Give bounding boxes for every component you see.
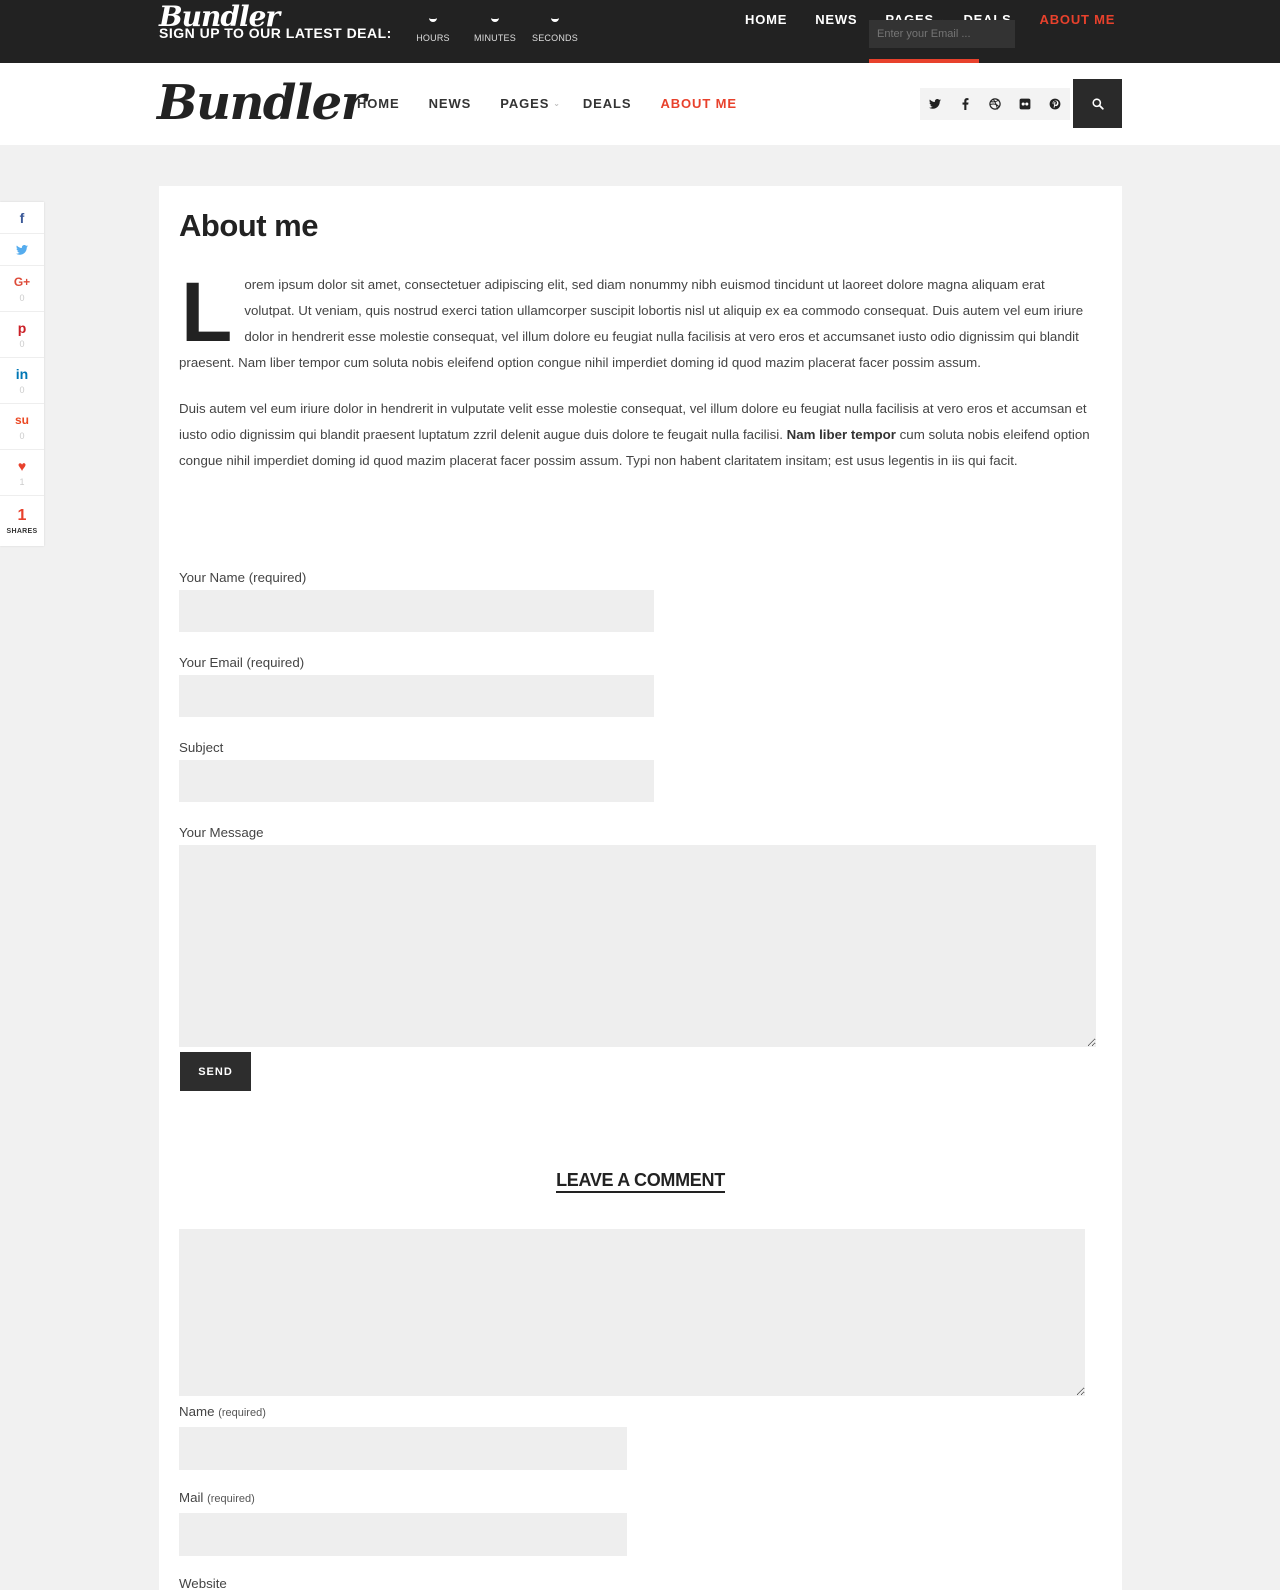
comment-section-title	[159, 1170, 1122, 1191]
facebook-icon: f	[19, 209, 25, 226]
intro-text: orem ipsum dolor sit amet, consectetuer adipiscing elit, sed diam nonummy nibh euismod tincidunt ut laoreet dolore magna aliquam erat volutpat. Ut veniam, quis nostrud exerci tation ullamcorper suscipit lobortis nisl ut aliquip ex ea commodo consequat. Duis autem vel eum iriure dolor in hendrerit esse molestie consequat, vel illum dolore eu feugiat nulla facilisis at vero eros et accumsanet iusto odio dignissim qui blandit praesent. Nam liber tempor cum soluta nobis eleifend option congue nihil imperdiet doming id quod mazim placerat facer possim assum.	[179, 277, 1084, 370]
countdown-value	[551, 18, 559, 22]
required-note: (required)	[218, 1407, 266, 1419]
subject-field-label: Subject	[179, 740, 224, 755]
search-button[interactable]	[1073, 79, 1122, 128]
twitter-icon[interactable]	[920, 88, 950, 120]
message-field[interactable]	[179, 845, 1096, 1047]
comment-field[interactable]	[179, 1229, 1085, 1396]
name-field-label: Your Name (required)	[179, 570, 307, 585]
site-header	[0, 63, 1280, 145]
dribbble-icon[interactable]	[980, 88, 1010, 120]
para-text: cum soluta nobis eleifend option congue nihil imperdiet doming id quod mazim placerat facer possim assum. Typi non habent claritatem insitam; est usus legentis in iis qui facit.	[179, 427, 1090, 468]
countdown-seconds	[525, 18, 585, 48]
heart-icon: ♥	[17, 457, 27, 474]
para-text: Duis autem vel eum iriure dolor in hendrerit in vulputate velit esse molestie consequat, vel illum dolore eu feugiat nulla facilisis at vero eros et accumsan et iusto odio dignissim qui blandit praesent luptatum zzril delenit augue duis dolore te feugait nulla facilisi.	[179, 401, 1087, 442]
comment-name-field[interactable]	[179, 1427, 627, 1470]
share-count: 1	[19, 476, 25, 487]
chevron-down-icon: ⌄	[553, 99, 561, 108]
top-bar-logo[interactable]: Bundler	[159, 0, 280, 33]
countdown-label: SECONDS	[532, 33, 578, 43]
comment-title-text: LEAVE A COMMENT	[556, 1170, 725, 1193]
countdown-minutes	[465, 18, 525, 48]
message-field-label: Your Message	[179, 825, 264, 840]
subject-field[interactable]	[179, 760, 654, 802]
floating-share-bar	[0, 202, 44, 546]
main-nav	[357, 96, 766, 111]
share-count: 0	[19, 384, 25, 395]
share-total-label: SHARES	[6, 528, 38, 535]
nav-deals[interactable]: DEALS	[582, 96, 632, 111]
sticky-top-bar	[0, 0, 1280, 63]
drop-cap: L	[181, 265, 233, 359]
countdown-label: MINUTES	[474, 33, 516, 43]
stumbleupon-icon: su	[14, 412, 29, 427]
page-title: About me	[179, 208, 318, 243]
comment-mail-field[interactable]	[179, 1513, 627, 1556]
pinterest-icon: p	[17, 319, 27, 336]
page-content	[159, 186, 1122, 1590]
share-count: 0	[19, 292, 25, 303]
pinterest-icon[interactable]	[1040, 88, 1070, 120]
email-field-label: Your Email (required)	[179, 655, 305, 670]
site-logo[interactable]: Bundler	[157, 75, 365, 131]
countdown-hours	[403, 18, 463, 48]
label-text: Mail	[179, 1490, 204, 1505]
second-paragraph	[179, 396, 1097, 474]
share-total	[0, 496, 44, 546]
share-stumbleupon[interactable]	[0, 404, 44, 450]
send-button[interactable]: SEND	[180, 1052, 251, 1091]
share-facebook[interactable]	[0, 202, 44, 234]
nav-pages[interactable]	[500, 96, 561, 111]
share-count: 0	[19, 338, 25, 349]
top-nav-about-me[interactable]: ABOUT ME	[1039, 12, 1116, 27]
intro-paragraph	[179, 265, 1097, 376]
search-icon	[1092, 98, 1104, 110]
share-pinterest[interactable]	[0, 312, 44, 358]
share-twitter[interactable]	[0, 234, 44, 266]
facebook-icon[interactable]	[950, 88, 980, 120]
nav-home[interactable]: HOME	[357, 96, 400, 111]
comment-mail-label	[179, 1490, 255, 1505]
countdown-value	[491, 18, 499, 22]
share-total-count: 1	[17, 507, 27, 524]
header-social-links	[920, 88, 1070, 120]
countdown-value	[429, 18, 437, 22]
linkedin-icon: in	[15, 365, 29, 382]
twitter-icon	[16, 243, 28, 257]
nav-news[interactable]: NEWS	[428, 96, 472, 111]
google-plus-icon: G+	[13, 274, 31, 289]
countdown-label: HOURS	[416, 33, 450, 43]
top-nav-news[interactable]: NEWS	[815, 12, 858, 27]
share-count: 0	[19, 430, 25, 441]
nav-pages-label: PAGES	[500, 96, 550, 111]
share-love[interactable]	[0, 450, 44, 496]
top-nav-home[interactable]: HOME	[745, 12, 788, 27]
comment-website-label: Website	[179, 1576, 227, 1590]
share-google-plus[interactable]	[0, 266, 44, 312]
deal-signup-text: SIGN UP TO OUR LATEST DEAL:	[159, 25, 392, 41]
email-field[interactable]	[179, 675, 654, 717]
nav-about-me[interactable]: ABOUT ME	[660, 96, 737, 111]
bold-text: Nam liber tempor	[786, 427, 896, 442]
required-note: (required)	[207, 1493, 255, 1505]
deal-email-input[interactable]	[869, 20, 1015, 48]
label-text: Name	[179, 1404, 215, 1419]
name-field[interactable]	[179, 590, 654, 632]
flickr-icon[interactable]	[1010, 88, 1040, 120]
comment-name-label	[179, 1404, 266, 1419]
share-linkedin[interactable]	[0, 358, 44, 404]
